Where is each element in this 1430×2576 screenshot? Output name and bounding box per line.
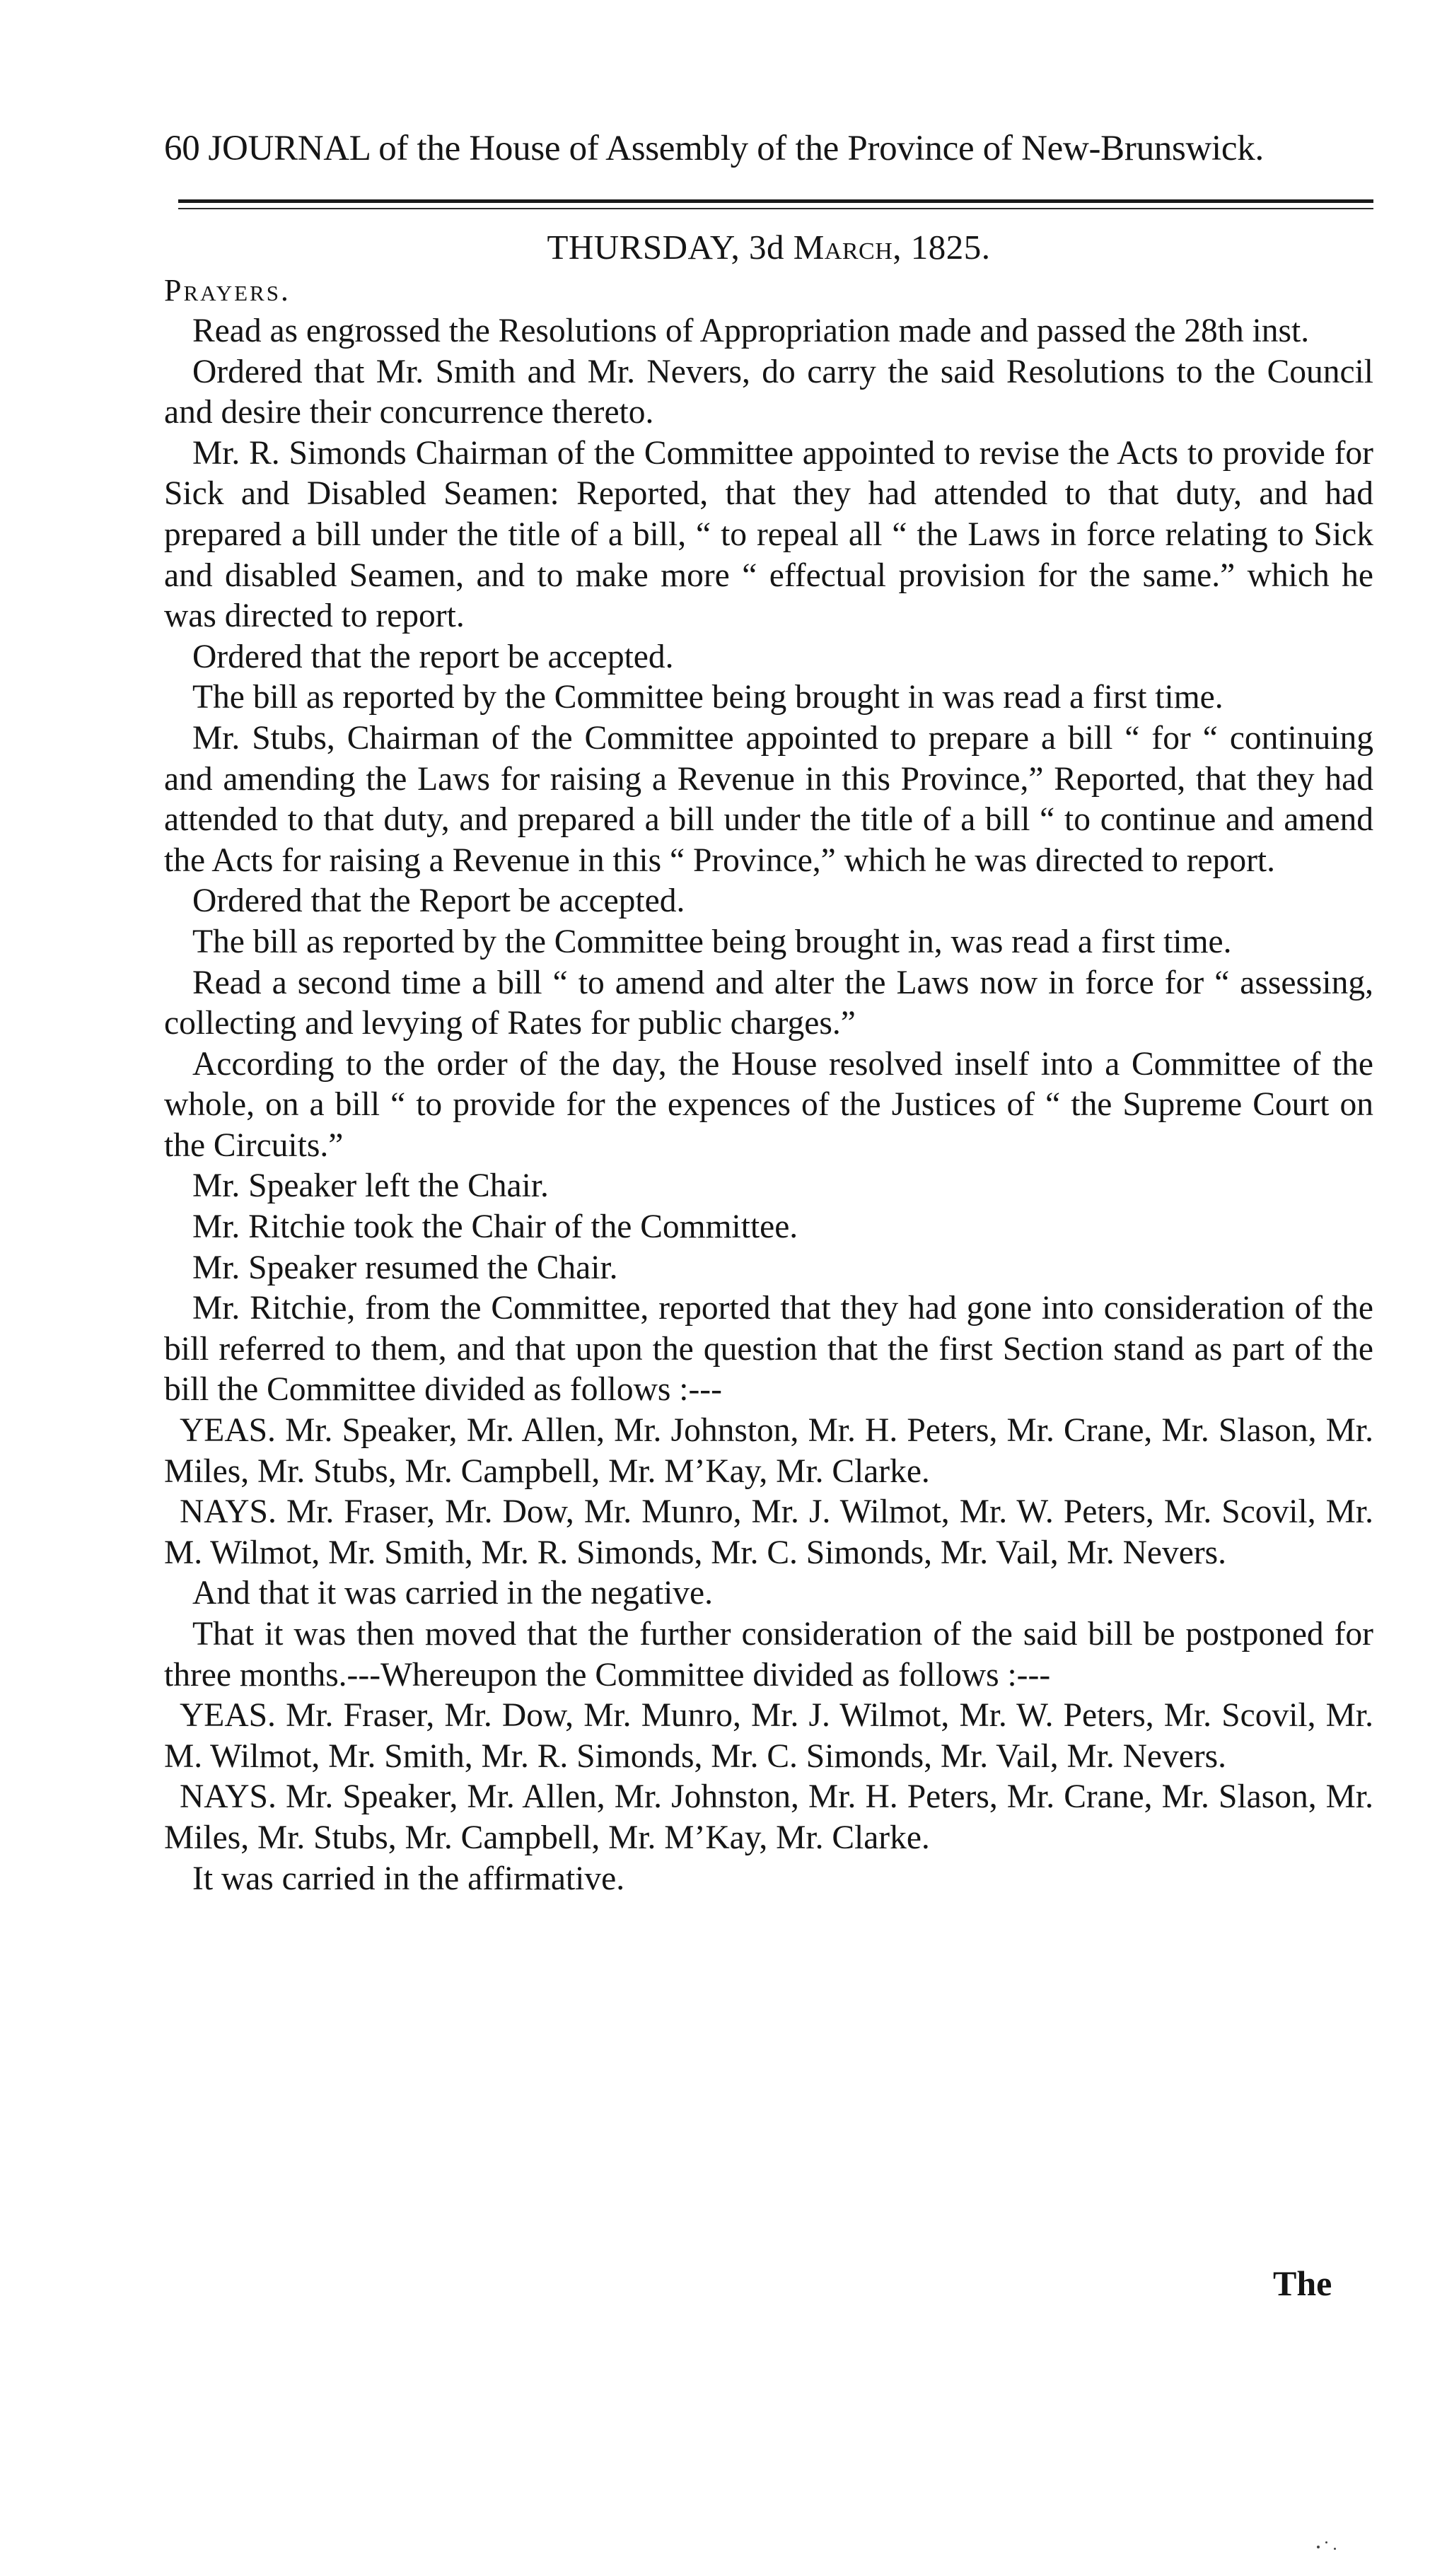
prayers-heading: Prayers. bbox=[164, 273, 291, 308]
paragraph: Mr. R. Simonds Chairman of the Committee appointed to revise the Acts to provide for Sick and Disabled Seamen: Reported, that they had attended to that duty, and had prepared a bill under the title of a bill, “ to repeal all “ the Laws in force relating to Sick and disabled Seamen, and to make more “ effectual provision for the same.” which he was directed to report. bbox=[164, 434, 1373, 635]
journal-body bbox=[164, 311, 1373, 1899]
paragraph: Mr. Speaker resumed the Chair. bbox=[192, 1249, 618, 1286]
vote-nays: NAYS. Mr. Speaker, Mr. Allen, Mr. Johnston, Mr. H. Peters, Mr. Crane, Mr. Slason, Mr. Miles, Mr. Stubs, Mr. Campbell, Mr. M’Kay, Mr. Clarke. bbox=[164, 1778, 1373, 1856]
journal-page bbox=[164, 127, 1373, 1899]
paragraph: Mr. Ritchie, from the Committee, reported that they had gone into consideration of the bill referred to them, and that upon the question that the first Section stand as part of the bill the Committee divided as follows :--- bbox=[164, 1290, 1373, 1409]
print-speck bbox=[1334, 2548, 1336, 2550]
page-number: 60 bbox=[164, 129, 200, 168]
paragraph: Ordered that the Report be accepted. bbox=[192, 882, 685, 920]
vote-yeas: YEAS. Mr. Fraser, Mr. Dow, Mr. Munro, Mr. J. Wilmot, Mr. W. Peters, Mr. Scovil, Mr. M. Wilmot, Mr. Smith, Mr. R. Simonds, Mr. C. Simonds, Mr. Vail, Mr. Nevers. bbox=[164, 1697, 1373, 1775]
paragraph: Mr. Speaker left the Chair. bbox=[192, 1167, 549, 1205]
print-speck bbox=[1325, 2541, 1327, 2543]
paragraph: Mr. Ritchie took the Chair of the Committee. bbox=[192, 1208, 798, 1246]
vote-yeas: YEAS. Mr. Speaker, Mr. Allen, Mr. Johnston, Mr. H. Peters, Mr. Crane, Mr. Slason, Mr. Miles, Mr. Stubs, Mr. Campbell, Mr. M’Kay, Mr. Clarke. bbox=[164, 1412, 1373, 1490]
vote-nays: NAYS. Mr. Fraser, Mr. Dow, Mr. Munro, Mr. J. Wilmot, Mr. W. Peters, Mr. Scovil, Mr. M. Wilmot, Mr. Smith, Mr. R. Simonds, Mr. C. Simonds, Mr. Vail, Mr. Nevers. bbox=[164, 1493, 1373, 1571]
catchword: The bbox=[1273, 2263, 1332, 2303]
dateline bbox=[164, 226, 1373, 269]
dateline-month: March bbox=[793, 228, 893, 267]
paragraph: It was carried in the affirmative. bbox=[192, 1860, 625, 1897]
dateline-day: THURSDAY, 3d bbox=[547, 228, 784, 267]
paragraph: According to the order of the day, the House resolved inself into a Committee of the whole, on a bill “ to provide for the expences of the Justices of “ the Supreme Court on the Circuits.” bbox=[164, 1045, 1373, 1164]
paragraph: Ordered that the report be accepted. bbox=[192, 638, 674, 675]
header-rule-thick bbox=[178, 199, 1373, 203]
paragraph: And that it was carried in the negative. bbox=[192, 1575, 713, 1612]
dateline-year: , 1825. bbox=[893, 228, 991, 267]
paragraph: Mr. Stubs, Chairman of the Committee appointed to prepare a bill “ for “ continuing and amending the Laws for raising a Revenue in this Province,” Reported, that they had attended to that duty, and prepared a bill under the title of a bill “ to continue and amend the Acts for raising a Revenue in this “ Province,” which he was directed to report. bbox=[164, 719, 1373, 879]
paragraph: The bill as reported by the Committee being brought in was read a first time. bbox=[192, 679, 1223, 716]
paragraph: That it was then moved that the further consideration of the said bill be postponed for three months.---Whereupon the Committee divided as follows :--- bbox=[164, 1616, 1373, 1694]
header-rule-thin bbox=[178, 208, 1373, 209]
running-title: JOURNAL of the House of Assembly of the Province of New-Brunswick. bbox=[208, 129, 1264, 168]
paragraph: Read as engrossed the Resolutions of Appropriation made and passed the 28th inst. bbox=[192, 313, 1310, 349]
paragraph: Read a second time a bill “ to amend and alter the Laws now in force for “ assessing, collecting and levying of Rates for public charges.” bbox=[164, 964, 1373, 1042]
running-header bbox=[164, 127, 1373, 170]
paragraph: Ordered that Mr. Smith and Mr. Nevers, do carry the said Resolutions to the Council and desire their concurrence thereto. bbox=[164, 353, 1373, 431]
print-speck bbox=[1317, 2546, 1320, 2548]
paragraph: The bill as reported by the Committee being brought in, was read a first time. bbox=[192, 923, 1232, 960]
